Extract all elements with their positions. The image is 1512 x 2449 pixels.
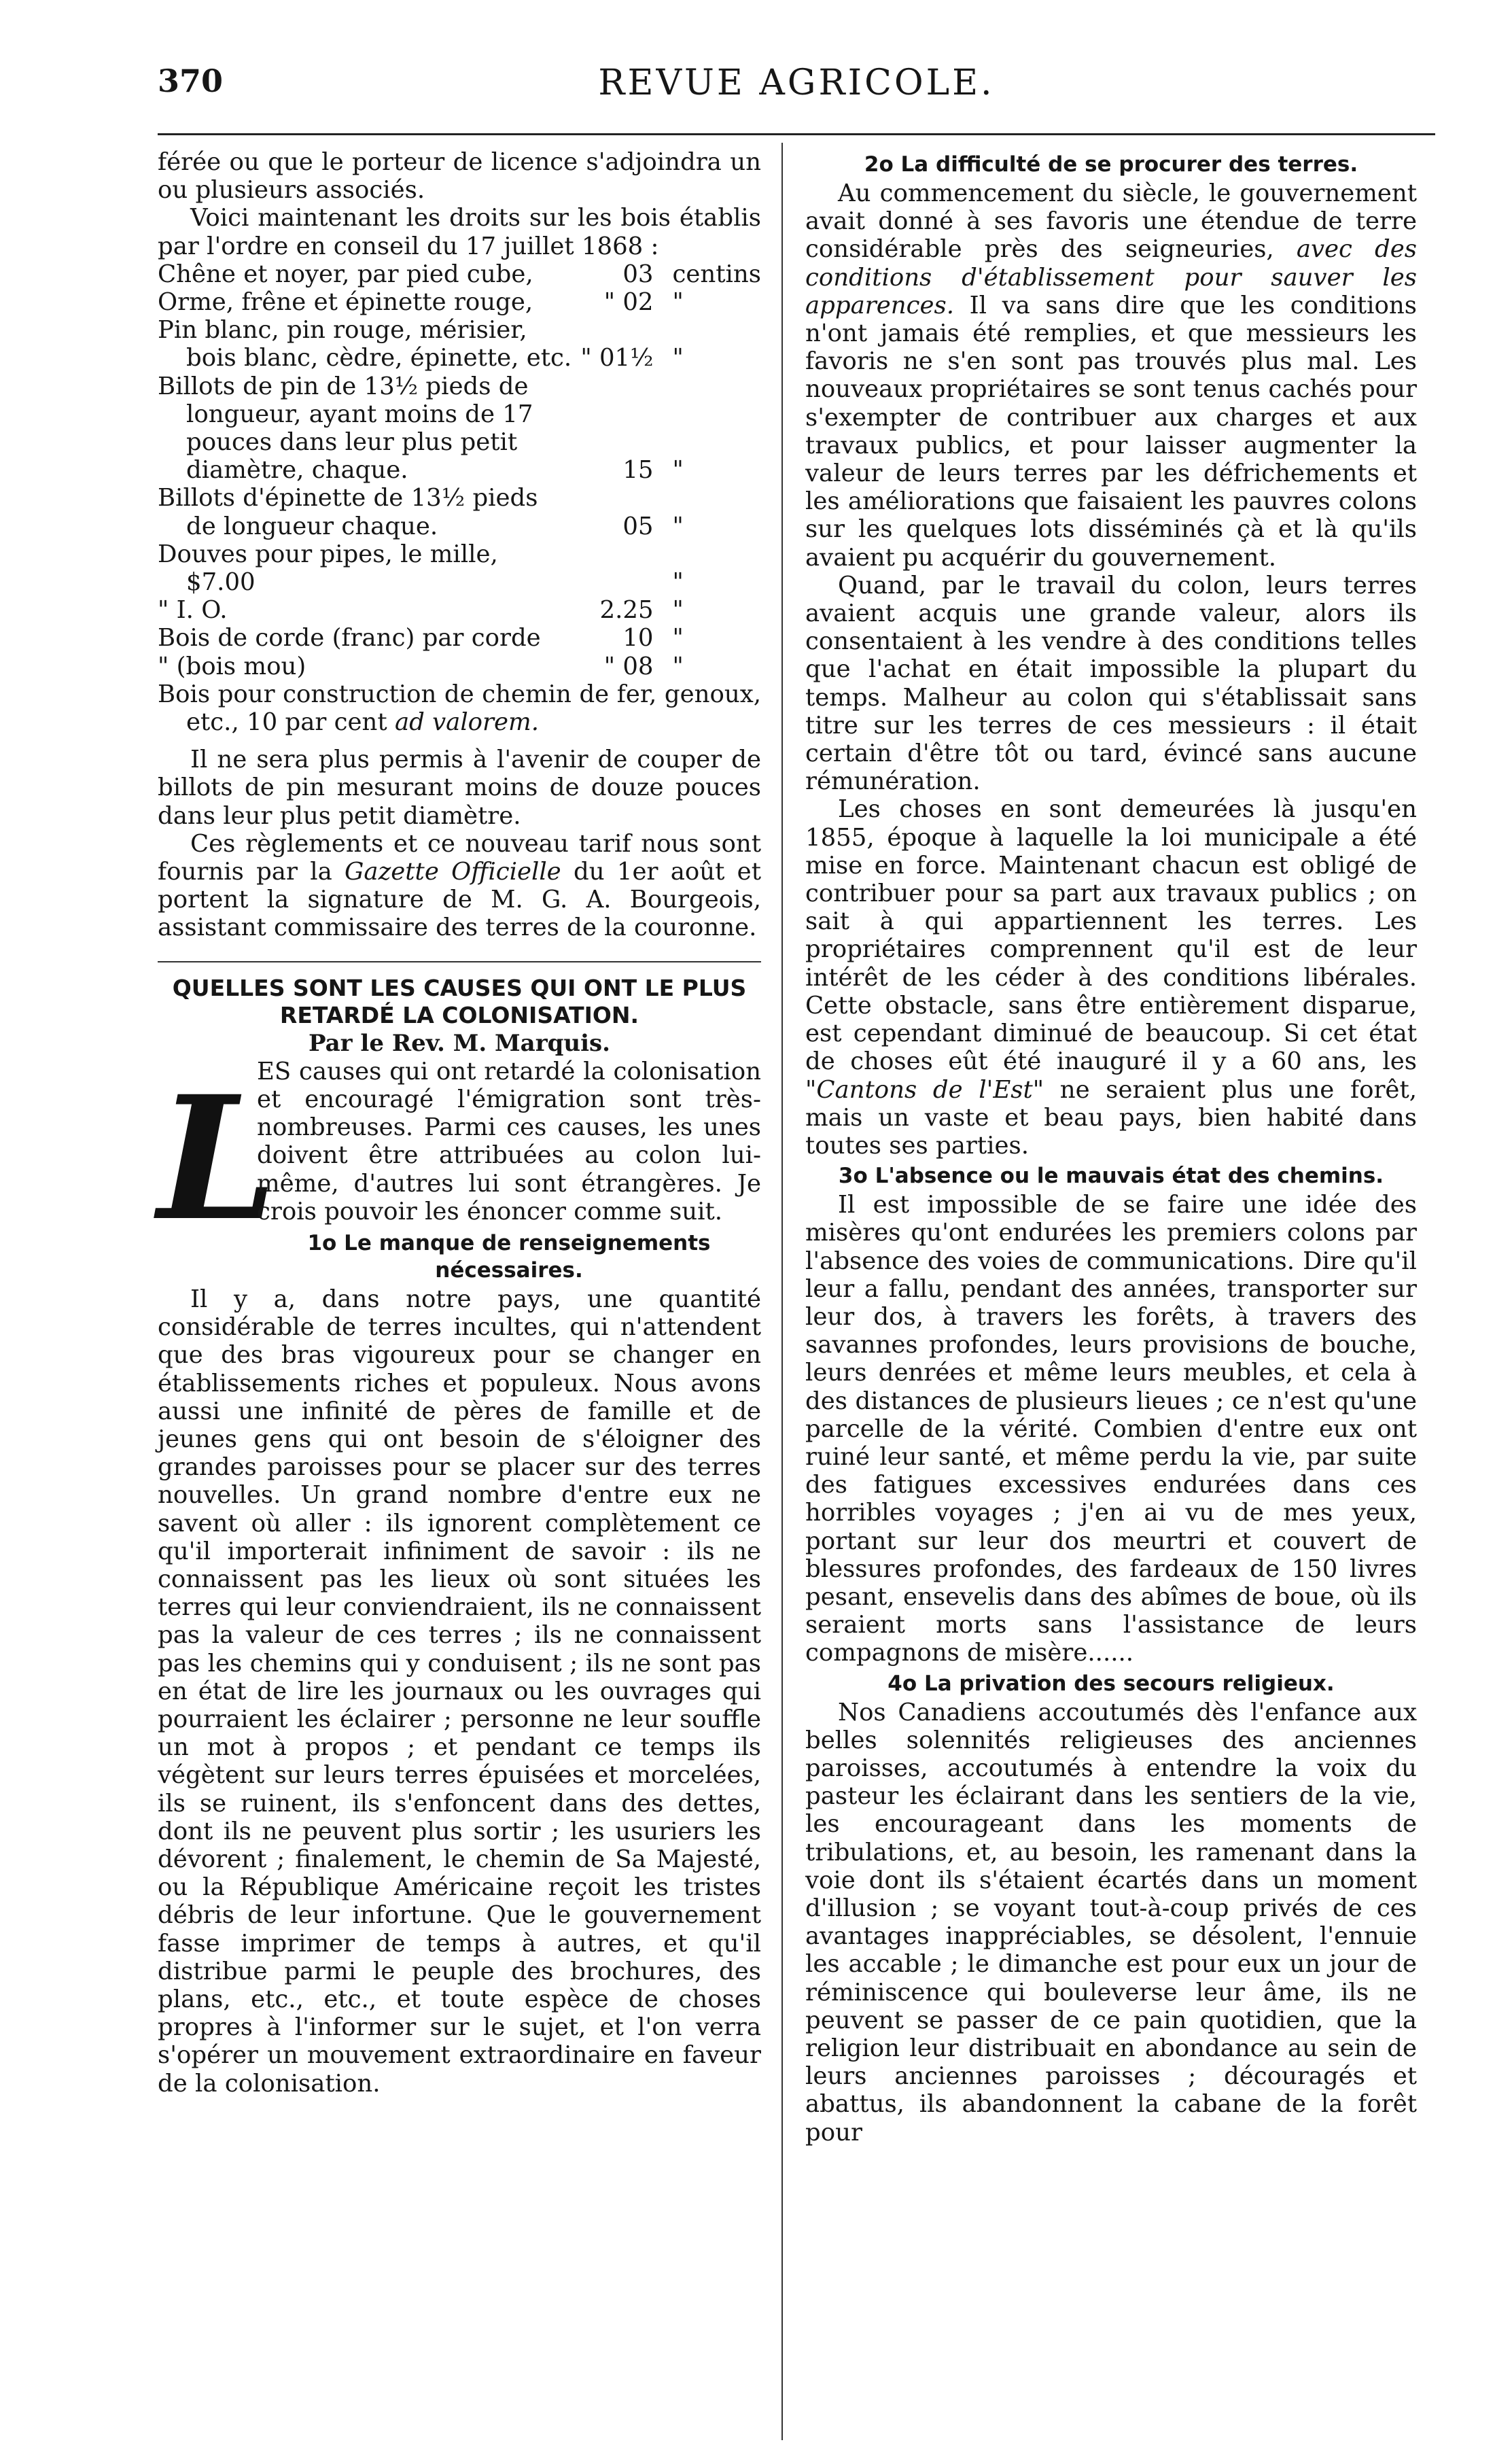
- price-item-unit: ": [672, 652, 684, 680]
- price-item-value: " 08: [603, 652, 654, 680]
- source-paragraph: [158, 830, 761, 942]
- price-item-name: Chêne et noyer, par pied cube,: [158, 260, 533, 288]
- price-row: [158, 624, 761, 652]
- price-item-name: Douves pour pipes, le mille, $7.00: [158, 540, 498, 597]
- cantons-de-l-est: Cantons de l'Est: [816, 1075, 1033, 1104]
- section-1-text: Il y a, dans notre pays, une quantité considérable de terres incultes, qui n'attendent que des bras vigoureux pour se changer en établissements riches et populeux. Nous avons aussi une infinité de pères de famille et de jeunes gens qui ont besoin de s'éloigner des grandes paroisses pour se placer sur des terres nouvelles. Un grand nombre d'entre eux ne savent où aller : ils ignorent complètement ce qu'il importerait infiniment de savoir : ils ne connaissent pas les lieux où sont situées les terres qui leur conviendraient, ils ne connaissent pas la valeur de ces terres ; ils ne connaissent pas les chemins qui y conduisent ; ils ne sont pas en état de lire les journaux ou les ouvrages qui pourraient les éclairer ; personne ne leur souffle un mot à propos ; et pendant ce temps ils végètent sur leurs terres épuisées et morcelées, ils se ruinent, ils s'enfoncent dans des dettes, dont ils ne peuvent plus sortir ; les usuriers les dévorent ; finalement, le chemin de Sa Majesté, ou la République Américaine reçoit les tristes débris de leur infortune. Que le gouvernement fasse imprimer de temps à autres, et qu'il distribue parmi le peuple des brochures, des plans, etc., etc., et toute espèce de choses propres à l'informer sur le sujet, et l'on verra s'opérer un mouvement extraordinaire en faveur de la colonisation.: [158, 1285, 761, 2098]
- section-2-paragraph-2: Quand, par le travail du colon, leurs terres avaient acquis une grande valeur, alors ils consentaient à les vendre à des conditions telles que l'achat en était impossible la plupart du temps. Malheur au colon qui s'établissait sans titre sur les terres de ces messieurs : il était certain d'être tôt ou tard, évincé sans aucune rémunération.: [805, 571, 1417, 796]
- price-item-unit: ": [672, 456, 684, 485]
- price-item-value: 05: [622, 512, 654, 540]
- price-row: [158, 596, 761, 624]
- price-item-unit: ": [672, 288, 684, 317]
- price-item-value: [572, 540, 673, 596]
- article-title: QUELLES SONT LES CAUSES QUI ONT LE PLUS RETARDÉ LA COLONISATION.: [158, 961, 761, 1029]
- section-2-paragraph-1: [805, 179, 1417, 572]
- price-item-name: " (bois mou): [158, 652, 306, 680]
- price-footer-text: Bois pour construction de chemin de fer, genoux, etc., 10 par cent: [158, 680, 761, 737]
- price-item-unit: ": [672, 512, 684, 540]
- timber-duties-table: [158, 260, 761, 680]
- price-item-name: Billots d'épinette de 13½ pieds de longueur chaque.: [158, 484, 538, 540]
- left-column: [158, 148, 761, 2098]
- header-rule: [158, 133, 1435, 135]
- price-item-unit: ": [672, 624, 684, 653]
- section-2-paragraph-3: [805, 795, 1417, 1160]
- price-item-name: Pin blanc, pin rouge, mérisier, bois blanc, cèdre, épinette, etc.: [158, 316, 572, 372]
- price-item-name: Billots de pin de 13½ pieds de longueur, ayant moins de 17 pouces dans leur plus petit diamètre, chaque.: [158, 372, 533, 485]
- running-title: REVUE AGRICOLE.: [598, 63, 995, 103]
- price-row: [158, 653, 761, 680]
- intro-paragraph-2: Voici maintenant les droits sur les bois établis par l'ordre en conseil du 17 juillet 1868 :: [158, 204, 761, 260]
- price-row: [158, 288, 761, 316]
- section-2-italic: avec des conditions d'établissement pour sauver les apparences.: [805, 235, 1417, 319]
- price-row: [158, 316, 761, 372]
- section-2-text-b: Il va sans dire que les conditions n'ont jamais été remplies, et que messieurs les favoris ne s'en sont pas trouvés plus mal. Les nouveaux propriétaires se sont tenus cachés pour s'exempter de contribuer aux charges et aux travaux publics, et pour laisser augmenter la valeur de leurs terres par les défrichements et les améliorations que faisaient les pauvres colons sur les quelques lots disséminés çà et là qu'ils avaient pu acquérir du gouvernement.: [805, 291, 1417, 572]
- price-item-value: 15: [622, 456, 654, 485]
- regulation-paragraph: Il ne sera plus permis à l'avenir de couper de billots de pin mesurant moins de douze pouces dans leur plus petit diamètre.: [158, 746, 761, 830]
- section-2-text-a: Au commencement du siècle, le gouvernement avait donné à ses favoris une étendue de terre considérable près des seigneuries,: [805, 179, 1417, 264]
- article-intro: ES causes qui ont retardé la colonisation et encouragé l'émigration sont très-nombreuses. Parmi ces causes, les unes doivent être attribuées au colon lui-même, d'autres lui sont étrangères. Je crois pouvoir les énoncer comme suit.: [257, 1057, 761, 1226]
- price-item-name: Bois de corde (franc) par corde: [158, 624, 541, 653]
- gazette-title: Gazette Officielle: [345, 858, 561, 886]
- price-item-unit: ": [672, 344, 684, 372]
- price-item-name: Orme, frêne et épinette rouge,: [158, 288, 533, 317]
- right-column: [805, 148, 1417, 2147]
- price-row: [158, 260, 761, 288]
- section-2-title: 2o La difficulté de se procurer des terres.: [864, 152, 1358, 177]
- price-row: [158, 372, 761, 485]
- price-row: [158, 540, 761, 596]
- section-2-text-d: " ne seraient plus une forêt, mais un vaste et beau pays, bien habité dans toutes ses parties.: [805, 1075, 1417, 1160]
- price-item-value: 03: [622, 260, 654, 288]
- ornamental-dropcap: L: [158, 1058, 277, 1258]
- price-item-unit: centins: [672, 260, 761, 288]
- column-divider: [781, 143, 783, 2440]
- price-item-unit: ": [672, 596, 684, 625]
- price-item-value: 2.25: [599, 596, 654, 625]
- price-item-value: " 01½: [580, 344, 654, 372]
- article-intro-block: [158, 1058, 761, 1284]
- section-3-text: Il est impossible de se faire une idée des misères qu'ont endurées les premiers colons par l'absence des voies de communications. Dire qu'il leur a fallu, pendant des années, transporter sur leur dos, à travers les forêts, à travers des savannes profondes, leurs provisions de bouche, leurs denrées et même leurs meubles, et cela à des distances de plusieurs lieues ; ce n'est qu'une parcelle de la vérité. Combien d'entre eux ont ruiné leur santé, et même perdu la vie, par suite des fatigues excessives endurées dans ces horribles voyages ; j'en ai vu de mes yeux, portant sur leur dos meurtri et couvert de blessures profondes, des fardeaux de 150 livres pesant, ensevelis dans des abîmes de boue, où ils seraient morts sans l'assistance de leurs compagnons de misère......: [805, 1191, 1417, 1667]
- price-row: [158, 484, 761, 540]
- price-footer: [158, 680, 761, 736]
- intro-paragraph-1: férée ou que le porteur de licence s'adjoindra un ou plusieurs associés.: [158, 148, 761, 205]
- price-footer-italic: ad valorem.: [394, 708, 539, 737]
- section-2-text-c: Les choses en sont demeurées là jusqu'en 1855, époque à laquelle la loi municipale a été mise en force. Maintenant chacun est obligé de contribuer pour sa part aux travaux publics ; on sait à qui appartiennent les terres. Les propriétaires comprennent qu'il est de leur intérêt de les céder à des conditions libérales. Cette obstacle, sans être entièrement disparue, est cependant diminué de beaucoup. Si cet état de choses eût été inauguré il y a 60 ans, les ": [805, 795, 1417, 1104]
- section-1-title: 1o Le manque de renseignements nécessaires.: [307, 1230, 711, 1283]
- section-3-title: 3o L'absence ou le mauvais état des chemins.: [838, 1164, 1384, 1189]
- source-text-b: du 1er août et portent la signature de M. G. A. Bourgeois, assistant commissaire des terres de la couronne.: [158, 858, 761, 942]
- price-item-value: 10: [622, 624, 654, 653]
- price-item-value: " 02: [603, 288, 654, 317]
- page-header: [158, 63, 1435, 117]
- section-4-text: Nos Canadiens accoutumés dès l'enfance aux belles solennités religieuses des anciennes paroisses, accoutumés à entendre la voix du pasteur les éclairant dans les sentiers de la vie, les encourageant dans les moments de tribulations, et, au besoin, les ramenant dans la voie dont ils s'étaient écartés dans un moment d'illusion ; se voyant tout-à-coup privés de ces avantages inappréciables, se désolent, l'ennuie les accable ; le dimanche est pour eux un jour de réminiscence qui bouleverse leur âme, ils ne peuvent se passer de ce pain quotidien, que la religion leur distribuait en abondance au sein de leurs anciennes paroisses ; découragés et abattus, ils abandonnent la cabane de la forêt pour: [805, 1698, 1417, 2147]
- page-number: 370: [158, 63, 224, 99]
- price-item-name: " I. O.: [158, 596, 228, 625]
- article-byline: Par le Rev. M. Marquis.: [309, 1029, 610, 1057]
- source-text-a: Ces règlements et ce nouveau tarif nous sont fournis par la: [158, 829, 761, 886]
- section-4-title: 4o La privation des secours religieux.: [887, 1671, 1335, 1696]
- price-item-unit: ": [672, 568, 684, 597]
